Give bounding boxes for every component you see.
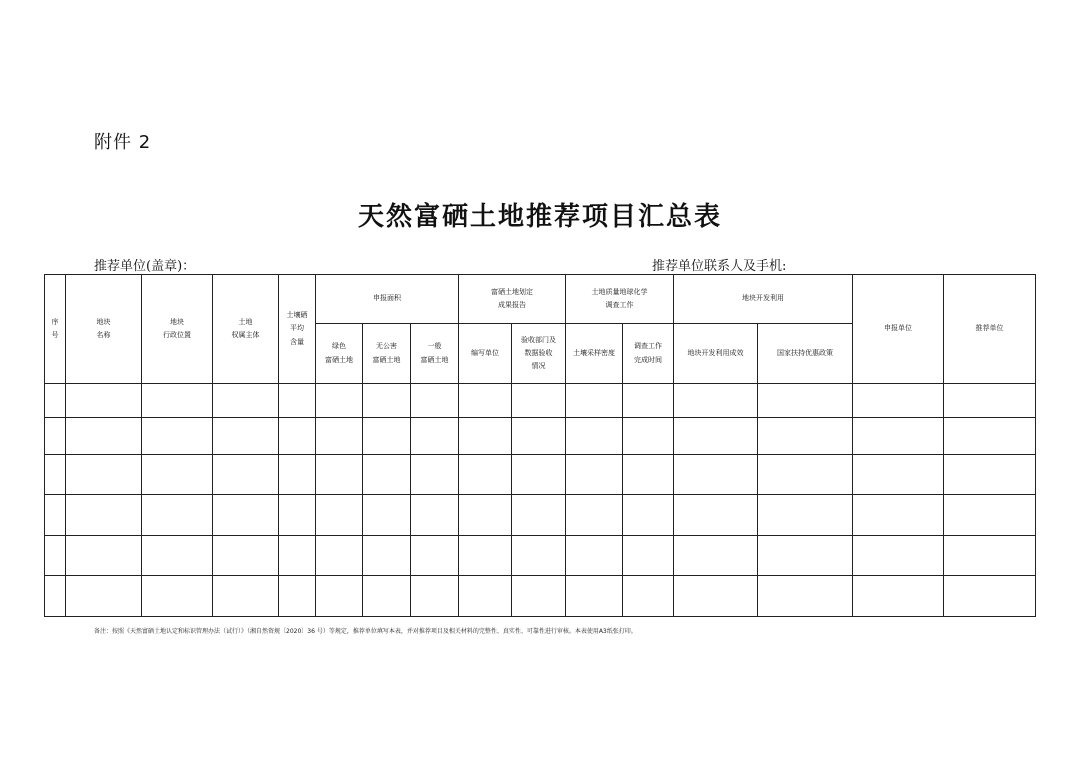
table-cell[interactable] [853,536,944,576]
table-cell[interactable] [213,495,279,536]
header-area-green: 绿色 富硒土地 [316,324,363,384]
table-cell[interactable] [411,576,459,617]
table-cell[interactable] [316,418,363,455]
table-cell[interactable] [279,536,316,576]
table-cell[interactable] [45,418,66,455]
header-report-writer: 编写单位 [459,324,512,384]
header-land-owner: 土地 权属主体 [213,275,279,384]
table-cell[interactable] [623,418,674,455]
table-row [45,576,1036,617]
table-cell[interactable] [45,576,66,617]
table-cell[interactable] [674,384,758,418]
table-cell[interactable] [142,384,213,418]
table-cell[interactable] [279,455,316,495]
table-cell[interactable] [944,455,1036,495]
header-report-acceptance: 验收部门及 数据验收 情况 [512,324,566,384]
table-row [45,384,1036,418]
table-cell[interactable] [66,455,142,495]
header-seq: 序 号 [45,275,66,384]
table-cell[interactable] [316,495,363,536]
header-applicant-unit: 申报单位 [853,275,944,384]
table-cell[interactable] [142,536,213,576]
table-cell[interactable] [213,384,279,418]
table-cell[interactable] [66,576,142,617]
table-cell[interactable] [363,536,411,576]
table-cell[interactable] [363,418,411,455]
table-cell[interactable] [758,384,853,418]
table-cell[interactable] [213,536,279,576]
table-cell[interactable] [944,384,1036,418]
table-cell[interactable] [316,576,363,617]
table-cell[interactable] [66,495,142,536]
table-cell[interactable] [45,495,66,536]
table-cell[interactable] [142,495,213,536]
table-cell[interactable] [623,455,674,495]
recommend-unit-label: 推荐单位(盖章)： [94,259,196,274]
table-cell[interactable] [758,495,853,536]
table-row [45,495,1036,536]
table-cell[interactable] [459,536,512,576]
header-area-pollution-free: 无公害 富硒土地 [363,324,411,384]
table-row [45,455,1036,495]
table-cell[interactable] [45,384,66,418]
table-cell[interactable] [758,536,853,576]
table-cell[interactable] [853,576,944,617]
table-cell[interactable] [853,495,944,536]
table-cell[interactable] [512,455,566,495]
table-cell[interactable] [674,495,758,536]
header-report-group: 富硒土地划定 成果报告 [459,275,566,324]
table-cell[interactable] [459,418,512,455]
table-cell[interactable] [45,455,66,495]
header-survey-density: 土壤采样密度 [566,324,623,384]
table-cell[interactable] [566,576,623,617]
table-cell[interactable] [279,495,316,536]
header-survey-group: 土地质量地球化学 调查工作 [566,275,674,324]
table-cell[interactable] [411,384,459,418]
table-cell[interactable] [363,576,411,617]
table-cell[interactable] [213,418,279,455]
table-cell[interactable] [316,455,363,495]
table-cell[interactable] [674,455,758,495]
table-cell[interactable] [459,495,512,536]
header-soil-selenium: 土壤硒 平均 含量 [279,275,316,384]
footnote: 备注：按照《天然富硒土地认定和标识管理办法（试行）》（湘自然资规〔2020〕36 号）等规定，推荐单位填写本表，并对推荐项目及相关材料的完整性、真实性、可靠性进行审核。本表使用A3纸张打印。 [94,628,637,635]
header-dev-results: 地块开发利用成效 [674,324,758,384]
table-cell[interactable] [623,384,674,418]
table-cell[interactable] [411,455,459,495]
contact-label: 推荐单位联系人及手机: [652,259,787,274]
table-cell[interactable] [944,495,1036,536]
attachment-label: 附件 2 [94,132,152,153]
table-cell[interactable] [674,576,758,617]
table-cell[interactable] [853,455,944,495]
table-cell[interactable] [45,536,66,576]
page-title: 天然富硒土地推荐项目汇总表 [357,202,722,232]
table-cell[interactable] [944,536,1036,576]
header-dev-group: 地块开发利用 [674,275,853,324]
table-cell[interactable] [363,455,411,495]
table-cell[interactable] [316,536,363,576]
table-cell[interactable] [758,455,853,495]
table-cell[interactable] [279,576,316,617]
header-plot-name: 地块 名称 [66,275,142,384]
table-cell[interactable] [142,576,213,617]
table-cell[interactable] [758,576,853,617]
table-cell[interactable] [411,418,459,455]
table-cell[interactable] [512,576,566,617]
table-cell[interactable] [566,455,623,495]
table-row [45,536,1036,576]
table-cell[interactable] [512,536,566,576]
table-cell[interactable] [213,576,279,617]
table-cell[interactable] [758,418,853,455]
table-cell[interactable] [66,384,142,418]
table-cell[interactable] [411,536,459,576]
table-cell[interactable] [66,418,142,455]
table-cell[interactable] [459,455,512,495]
table-cell[interactable] [142,418,213,455]
table-cell[interactable] [512,418,566,455]
summary-table [44,274,1036,617]
table-cell[interactable] [623,536,674,576]
table-cell[interactable] [363,384,411,418]
table-cell[interactable] [566,418,623,455]
table-cell[interactable] [623,495,674,536]
table-cell[interactable] [316,384,363,418]
table-cell[interactable] [944,576,1036,617]
table-cell[interactable] [623,576,674,617]
table-cell[interactable] [66,536,142,576]
table-cell[interactable] [674,536,758,576]
table-cell[interactable] [363,495,411,536]
table-cell[interactable] [279,384,316,418]
table-row [45,418,1036,455]
table-cell[interactable] [566,536,623,576]
header-admin-location: 地块 行政位置 [142,275,213,384]
table-cell[interactable] [853,384,944,418]
table-cell[interactable] [411,495,459,536]
header-dev-policy: 国家扶持优惠政策 [758,324,853,384]
table-cell[interactable] [512,495,566,536]
header-recommend-unit: 推荐单位 [944,275,1036,384]
table-cell[interactable] [142,455,213,495]
header-area-group: 申报面积 [316,275,459,324]
table-cell[interactable] [512,384,566,418]
header-area-general: 一般 富硒土地 [411,324,459,384]
table-cell[interactable] [566,384,623,418]
table-cell[interactable] [459,576,512,617]
table-cell[interactable] [853,418,944,455]
table-cell[interactable] [213,455,279,495]
table-cell[interactable] [459,384,512,418]
table-cell[interactable] [674,418,758,455]
table-cell[interactable] [566,495,623,536]
table-cell[interactable] [944,418,1036,455]
table-cell[interactable] [279,418,316,455]
header-survey-time: 调查工作 完成时间 [623,324,674,384]
